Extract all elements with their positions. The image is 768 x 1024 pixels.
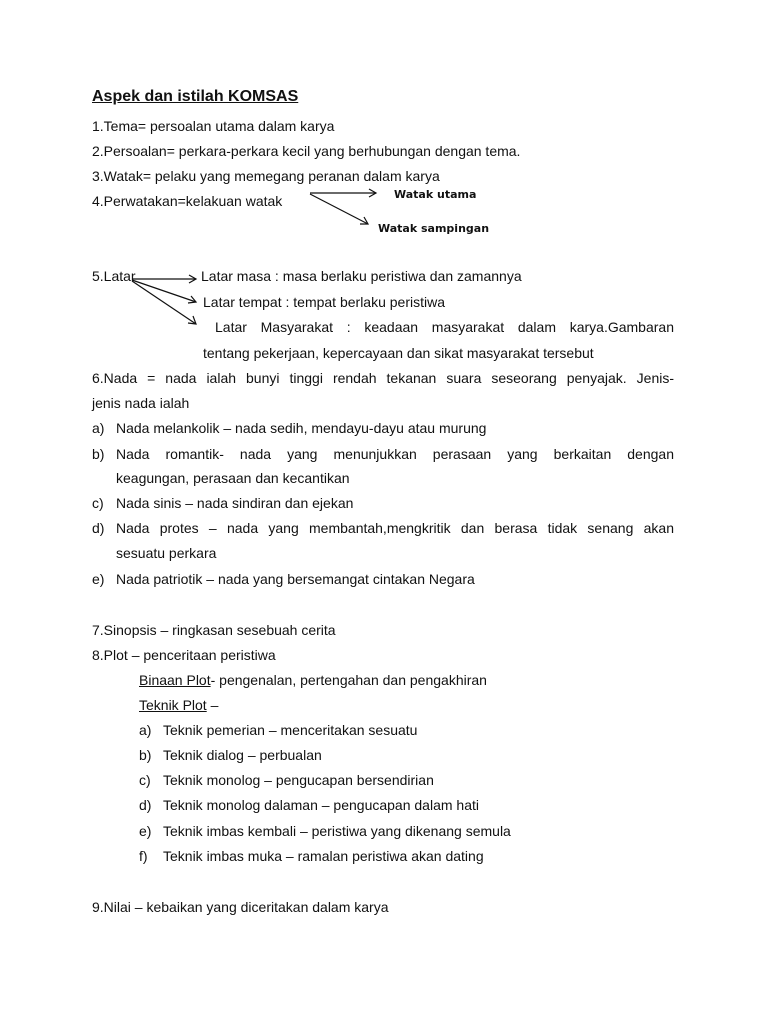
latar-tempat: Latar tempat : tempat berlaku peristiwa (203, 294, 446, 310)
nada-melankolik: Nada melankolik – nada sedih, mendayu-dayu atau murung (116, 420, 487, 436)
item-perwatakan: 4.Perwatakan=kelakuan watak (92, 193, 283, 209)
nada-patriotik: Nada patriotik – nada yang bersemangat cintakan Negara (116, 571, 475, 587)
latar-masyarakat-cont: tentang pekerjaan, kepercayaan dan sikat masyarakat tersebut (203, 345, 594, 361)
item-sinopsis: 7.Sinopsis – ringkasan sesebuah cerita (92, 622, 336, 638)
teknik-plot-text: – (206, 697, 219, 713)
latar-masyarakat: Latar Masyarakat : keadaan masyarakat dalam karya.Gambaran (215, 319, 674, 335)
list-marker: a) (92, 420, 105, 436)
arrow-watak-sampingan (310, 194, 368, 224)
list-marker: d) (139, 797, 152, 813)
nada-protes-cont: sesuatu perkara (116, 545, 217, 561)
item-plot: 8.Plot – penceritaan peristiwa (92, 647, 276, 663)
item-nilai: 9.Nilai – kebaikan yang diceritakan dalam karya (92, 899, 389, 915)
page-title: Aspek dan istilah KOMSAS (92, 88, 299, 105)
label-watak-sampingan: Watak sampingan (378, 222, 490, 235)
item-nada-cont: jenis nada ialah (92, 395, 190, 411)
list-marker: c) (139, 772, 151, 788)
nada-romantik-cont: keagungan, perasaan dan kecantikan (116, 470, 350, 486)
teknik-plot-label: Teknik Plot (139, 697, 207, 713)
item-persoalan: 2.Persoalan= perkara-perkara kecil yang berhubungan dengan tema. (92, 143, 521, 159)
list-marker: b) (92, 446, 105, 462)
arrow-latar-tempat (132, 280, 196, 302)
list-marker: f) (139, 848, 148, 864)
list-marker: e) (92, 571, 105, 587)
teknik-dialog: Teknik dialog – perbualan (163, 747, 322, 763)
item-nada: 6.Nada = nada ialah bunyi tinggi rendah tekanan suara seseorang penyajak. Jenis- (92, 370, 674, 386)
list-marker: d) (92, 520, 105, 536)
teknik-monolog: Teknik monolog – pengucapan bersendirian (163, 772, 434, 788)
nada-sinis: Nada sinis – nada sindiran dan ejekan (116, 495, 354, 511)
item-watak: 3.Watak= pelaku yang memegang peranan dalam karya (92, 168, 440, 184)
list-marker: c) (92, 495, 104, 511)
binaan-plot (139, 671, 487, 689)
teknik-imbas-muka: Teknik imbas muka – ramalan peristiwa akan dating (163, 848, 484, 864)
list-marker: b) (139, 747, 152, 763)
list-marker: a) (139, 722, 152, 738)
list-marker: e) (139, 823, 152, 839)
item-tema: 1.Tema= persoalan utama dalam karya (92, 118, 335, 134)
arrow-latar-masyarakat (132, 281, 196, 324)
binaan-plot-text: - pengenalan, pertengahan dan pengakhiran (210, 672, 487, 688)
item-latar: 5.Latar (92, 268, 136, 284)
teknik-plot (139, 696, 218, 714)
teknik-pemerian: Teknik pemerian – menceritakan sesuatu (163, 722, 418, 738)
latar-masa: Latar masa : masa berlaku peristiwa dan zamannya (201, 268, 522, 284)
nada-protes: Nada protes – nada yang membantah,mengkritik dan berasa tidak senang akan (116, 520, 674, 536)
teknik-monolog-dalaman: Teknik monolog dalaman – pengucapan dalam hati (163, 797, 479, 813)
teknik-imbas-kembali: Teknik imbas kembali – peristiwa yang dikenang semula (163, 823, 511, 839)
nada-romantik: Nada romantik- nada yang menunjukkan perasaan yang berkaitan dengan (116, 446, 674, 462)
label-watak-utama: Watak utama (394, 188, 477, 201)
binaan-plot-label: Binaan Plot (139, 672, 211, 688)
